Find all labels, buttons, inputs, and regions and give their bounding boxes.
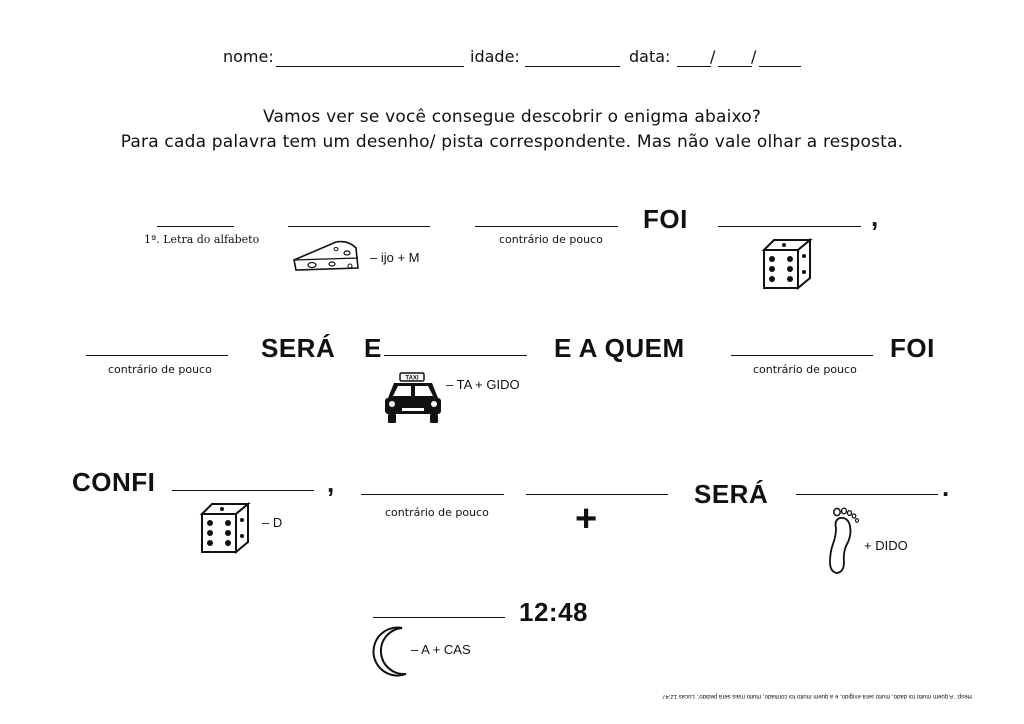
- answer-blank[interactable]: [86, 355, 228, 356]
- intro-line-1: Vamos ver se você consegue descobrir o enigma abaixo?: [262, 107, 762, 127]
- name-label: nome:: [223, 47, 274, 66]
- dice-icon: [198, 500, 254, 556]
- name-field[interactable]: [276, 66, 464, 67]
- answer-footer: Resp: 'A quem muito foi dado, muito será exigido, e a quem muito foi confiado, muito mais será pedido'. Lucas 12:47: [662, 693, 972, 699]
- date-day-field[interactable]: [677, 66, 711, 67]
- moon-icon: [372, 624, 416, 678]
- comma: ,: [871, 202, 879, 232]
- age-field[interactable]: [525, 66, 620, 67]
- hint-opposite: contrário de pouco: [499, 233, 603, 246]
- taxi-sign: TAXI: [405, 375, 419, 382]
- answer-blank[interactable]: [373, 617, 505, 618]
- taxi-icon: [384, 372, 442, 424]
- cheese-icon: [292, 238, 364, 278]
- footprint-icon: [826, 506, 860, 576]
- period: .: [942, 472, 950, 502]
- word-confi: CONFI: [72, 467, 156, 497]
- answer-blank[interactable]: [288, 226, 430, 227]
- age-label: idade:: [470, 47, 520, 66]
- taxi-clue: – TA + GIDO: [446, 377, 520, 392]
- hint-opposite: contrário de pouco: [385, 506, 489, 519]
- answer-blank[interactable]: [157, 226, 234, 227]
- word-e: E: [364, 333, 382, 363]
- word-sera: SERÁ: [694, 479, 769, 509]
- answer-blank[interactable]: [718, 226, 861, 227]
- date-separator: /: [751, 47, 757, 66]
- dice-icon: [760, 236, 816, 292]
- hint-first-letter: 1ª. Letra do alfabeto: [144, 233, 260, 246]
- answer-blank[interactable]: [796, 494, 938, 495]
- answer-blank[interactable]: [475, 226, 618, 227]
- time-display: 12:48: [519, 597, 588, 627]
- hint-opposite: contrário de pouco: [108, 363, 212, 376]
- date-month-field[interactable]: [718, 66, 752, 67]
- hint-opposite: contrário de pouco: [753, 363, 857, 376]
- comma: ,: [327, 468, 335, 498]
- cheese-clue: – ijo + M: [370, 250, 420, 265]
- answer-blank[interactable]: [731, 355, 873, 356]
- word-foi: FOI: [890, 333, 935, 363]
- word-foi: FOI: [643, 204, 688, 234]
- intro-line-2: Para cada palavra tem um desenho/ pista correspondente. Mas não vale olhar a resposta.: [120, 132, 904, 152]
- plus-sign: +: [575, 498, 598, 540]
- date-separator: /: [710, 47, 716, 66]
- date-label: data:: [629, 47, 671, 66]
- dice-clue: – D: [262, 515, 283, 530]
- date-year-field[interactable]: [759, 66, 801, 67]
- moon-clue: – A + CAS: [411, 642, 471, 657]
- answer-blank[interactable]: [172, 490, 314, 491]
- answer-blank[interactable]: [361, 494, 504, 495]
- word-e-a-quem: E A QUEM: [554, 333, 685, 363]
- answer-blank[interactable]: [384, 355, 527, 356]
- answer-blank[interactable]: [526, 494, 668, 495]
- foot-clue: + DIDO: [864, 538, 908, 553]
- word-sera: SERÁ: [261, 333, 336, 363]
